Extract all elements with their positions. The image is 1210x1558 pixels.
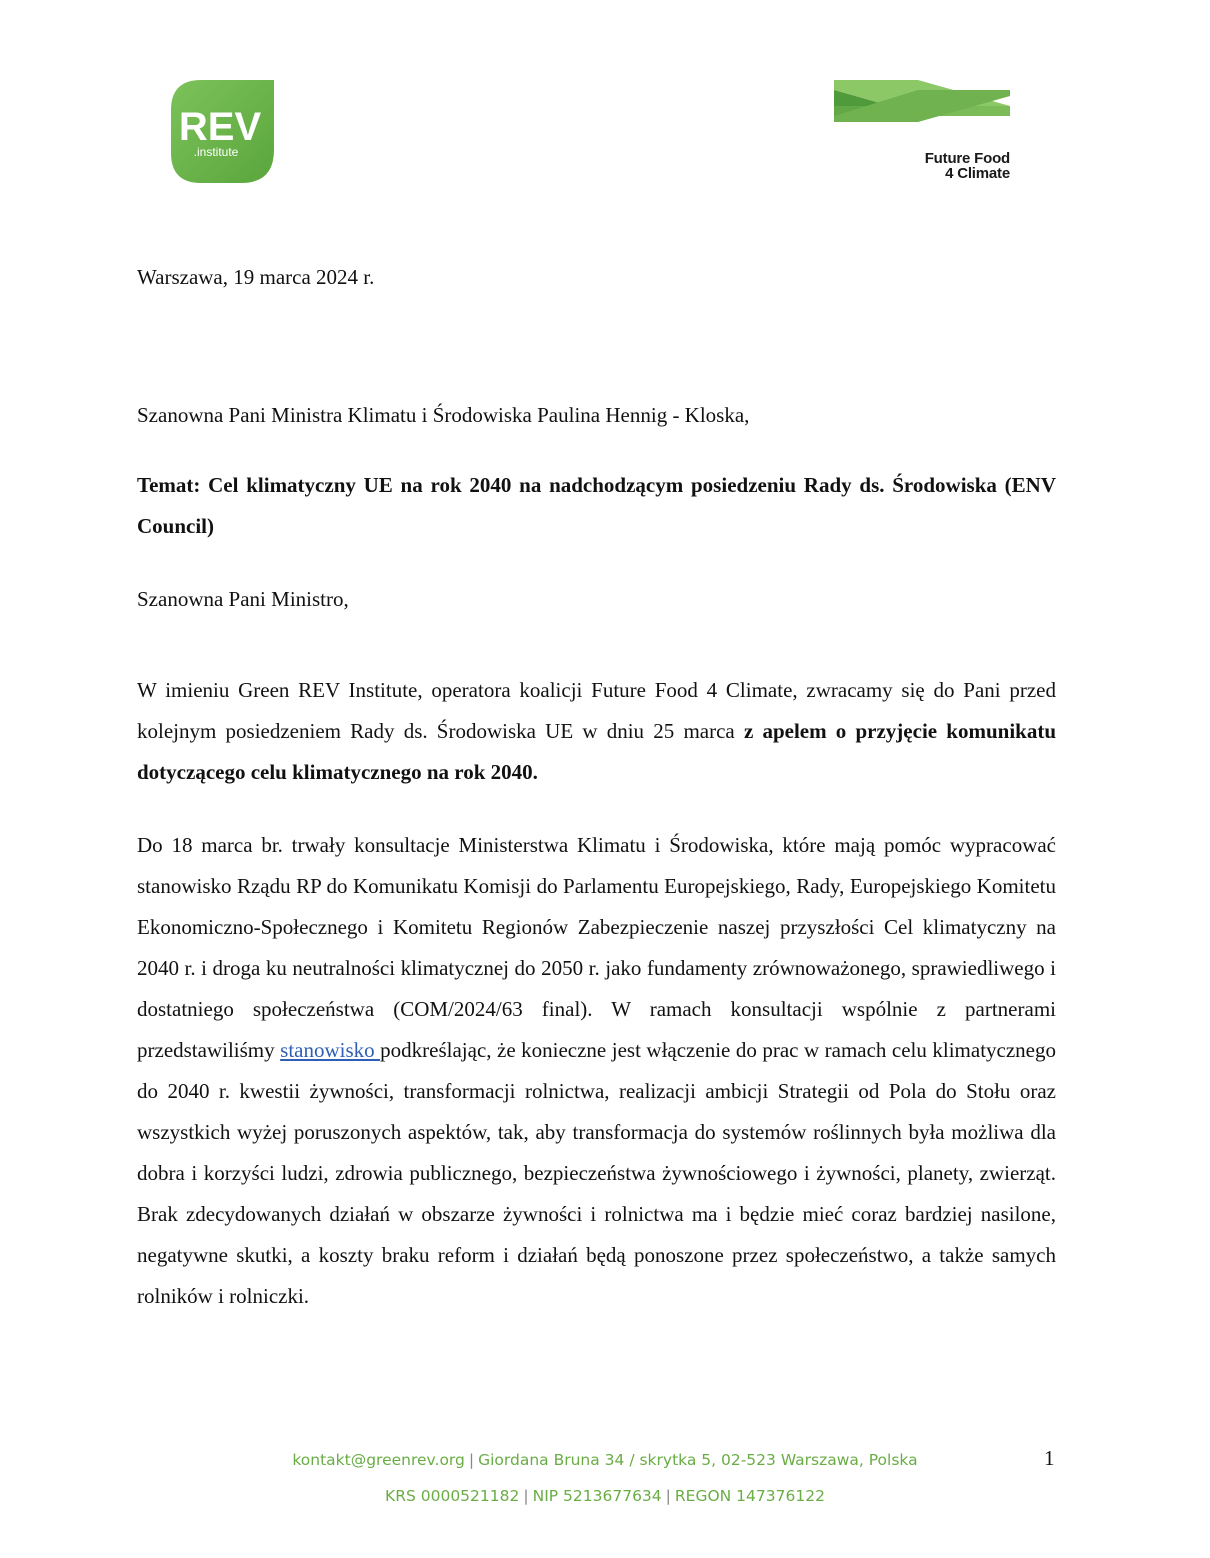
paragraph-2-text-after: podkreślając, że konieczne jest włączenie do prac w ramach celu klimatycznego do 2040 r. kwestii żywności, transformacji rolnictwa, realizacji ambicji Strategii od Pola do Stołu oraz wszystkich wyżej poruszonych aspektów, tak, aby transformacja do systemów roślinnych była możliwa dla dobra i korzyści ludzi, zdrowia publicznego, bezpieczeństwa żywnościowego i żywności, planety, zwierząt. Brak zdecydowanych działań w obszarze żywności i rolnictwa ma i będzie mieć coraz bardziej nasilone, negatywne skutki, a koszty braku reform i działań będą ponoszone przez społeczeństwo, a także samych rolników i rolniczki. — [137, 1038, 1057, 1308]
future-food-4-climate-logo — [834, 80, 1010, 184]
footer-contact-line — [0, 1450, 1210, 1470]
salutation: Szanowna Pani Ministra Klimatu i Środowiska Paulina Hennig - Kloska, — [137, 403, 750, 427]
footer-registry-line — [0, 1486, 1210, 1506]
paragraph-1-bold: z apelem o przyjęcie komunikatu dotyczącego celu klimatycznego na rok 2040. — [137, 719, 1057, 784]
greeting: Szanowna Pani Ministro, — [137, 587, 349, 611]
ff-logo-line2: 4 Climate — [945, 165, 1010, 182]
paragraph-1-text: W imieniu Green REV Institute, operatora koalicji Future Food 4 Climate, zwracamy się do Pani przed kolejnym posiedzeniem Rady ds. Środowiska UE w dniu 25 marca — [137, 678, 1056, 743]
rev-institute-logo — [171, 80, 274, 183]
footer-separator: | — [468, 1451, 475, 1469]
paragraph-1 — [137, 670, 1056, 793]
page-number: 1 — [1044, 1446, 1055, 1470]
footer-separator: | — [523, 1487, 529, 1505]
footer-nip: NIP 5213677634 — [532, 1487, 662, 1505]
footer-krs: KRS 0000521182 — [385, 1487, 520, 1505]
footer-separator: | — [665, 1487, 671, 1505]
footer-email[interactable]: kontakt@greenrev.org — [292, 1451, 465, 1469]
footer-address: Giordana Bruna 34 / skrytka 5, 02-523 Warszawa, Polska — [478, 1451, 918, 1469]
rev-logo-sub: .institute — [193, 145, 239, 159]
rev-logo-main: REV — [178, 105, 262, 149]
stanowisko-link[interactable]: stanowisko — [280, 1038, 381, 1062]
footer-regon: REGON 147376122 — [674, 1487, 825, 1505]
ff-logo-line1: Future Food — [924, 150, 1010, 167]
paragraph-2-text-before: Do 18 marca br. trwały konsultacje Ministerstwa Klimatu i Środowiska, które mają pomóc wypracować stanowisko Rządu RP do Komunikatu Komisji do Parlamentu Europejskiego, Rady, Europejskiego Komitetu Ekonomiczno-Społecznego i Komitetu Regionów Zabezpieczenie naszej przyszłości Cel klimatyczny na 2040 r. i droga ku neutralności klimatycznej do 2050 r. jako fundamenty zrównoważonego, sprawiedliwego i dostatniego społeczeństwa (COM/2024/63 final). W ramach konsultacji wspólnie z partnerami przedstawiliśmy — [137, 833, 1056, 1062]
letter-date: Warszawa, 19 marca 2024 r. — [137, 265, 375, 289]
subject-line: Temat: Cel klimatyczny UE na rok 2040 na nadchodzącym posiedzeniu Rady ds. Środowiska (ENV Council) — [137, 473, 1056, 538]
paragraph-2 — [137, 825, 1056, 1317]
